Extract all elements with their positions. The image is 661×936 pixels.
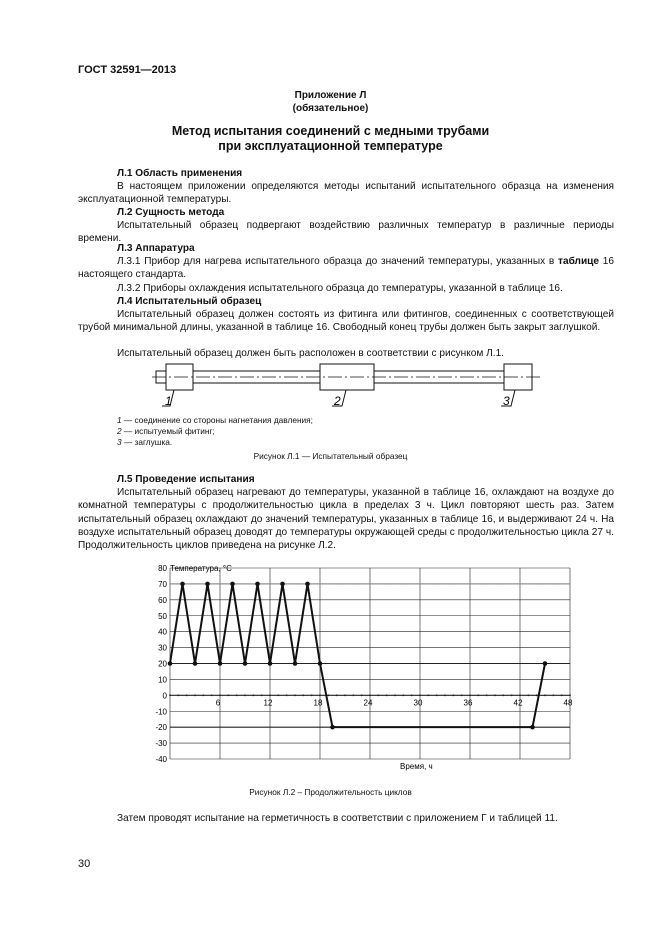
data-point <box>218 661 223 666</box>
hour-marker <box>527 694 529 696</box>
data-point <box>180 582 185 587</box>
section-heading-1: Л.1 Область применения <box>117 168 243 179</box>
y-tick-label: 70 <box>158 579 167 589</box>
section-heading-3: Л.3 Аппаратура <box>117 243 195 254</box>
hour-marker <box>386 694 388 696</box>
hour-marker <box>394 694 396 696</box>
y-tick-label: 50 <box>158 611 167 621</box>
hour-marker <box>411 694 413 696</box>
final-text: Затем проводят испытание на герметичность в соответствии с приложением Г и таблицей 11. <box>117 813 558 824</box>
hour-marker <box>277 694 279 696</box>
data-point <box>305 582 310 587</box>
y-axis-label: Температура, °С <box>170 564 232 573</box>
legend-item-2 <box>117 426 215 437</box>
x-tick-label: 48 <box>563 698 573 708</box>
top-marker <box>253 583 254 584</box>
hour-marker <box>569 694 571 696</box>
top-marker <box>436 583 437 584</box>
y-tick-label: 10 <box>158 675 167 685</box>
hour-marker <box>469 694 471 696</box>
x-axis-label: Время, ч <box>400 762 433 771</box>
x-tick-label: 6 <box>215 698 221 708</box>
hour-marker <box>286 694 288 696</box>
hour-marker <box>236 694 238 696</box>
x-tick-label: 24 <box>363 698 373 708</box>
top-marker <box>519 583 520 584</box>
top-marker <box>553 583 554 584</box>
y-tick-label: -40 <box>155 755 167 764</box>
hour-marker <box>311 694 313 696</box>
legend-text-3: — заглушка. <box>121 437 173 447</box>
top-marker <box>503 583 504 584</box>
data-point <box>193 661 198 666</box>
hour-marker <box>427 694 429 696</box>
hour-marker <box>227 694 229 696</box>
y-tick-label: 20 <box>158 659 167 669</box>
callout-2: 2 <box>334 394 341 408</box>
x-tick-labels <box>216 698 573 707</box>
hour-marker <box>186 694 188 696</box>
y-tick-label: 30 <box>158 643 167 653</box>
temperature-cycle-chart <box>140 560 580 780</box>
top-marker <box>419 583 420 584</box>
hour-marker <box>327 694 329 696</box>
y-tick-label: 40 <box>158 627 167 637</box>
y-tick-label: -10 <box>155 707 167 717</box>
x-tick-label: 30 <box>413 698 423 708</box>
section-text-4: Испытательный образец должен состоять из фитинга или фитингов, соединенных с соответствующей трубой минимальной длины, указанной в таблице 16. Свободный конец трубы должен быть закрыт заглушкой. <box>78 309 614 334</box>
hour-marker <box>561 694 563 696</box>
callout-3: 3 <box>503 394 510 408</box>
hour-marker <box>294 694 296 696</box>
hour-marker <box>194 694 196 696</box>
section-text-3-2: Л.3.2 Приборы охлаждения испытательного образца до температуры, указанной в таблице 16. <box>117 283 563 294</box>
hour-marker <box>444 694 446 696</box>
legend-num-2: 2 <box>117 426 122 436</box>
s3-1-text-a: Л.3.1 Прибор для нагрева испытательного образца до значений температуры, указанных в <box>117 256 559 267</box>
y-tick-label: -30 <box>155 739 167 749</box>
top-marker <box>569 583 570 584</box>
s3-1-text-c: 16 настоящего стандарта. <box>78 256 614 281</box>
hour-marker <box>211 694 213 696</box>
data-point <box>293 661 298 666</box>
hour-marker <box>336 694 338 696</box>
title-line-2: при эксплуатационной температуре <box>218 139 443 153</box>
legend-text-2: — испытуемый фитинг; <box>121 426 215 436</box>
data-point <box>243 661 248 666</box>
hour-marker <box>369 694 371 696</box>
hour-marker <box>452 694 454 696</box>
top-marker <box>203 583 204 584</box>
hour-marker <box>261 694 263 696</box>
top-marker <box>286 583 287 584</box>
hour-marker <box>219 694 221 696</box>
hour-marker <box>177 694 179 696</box>
y-tick-labels <box>155 564 167 764</box>
top-marker <box>469 583 470 584</box>
top-marker <box>403 583 404 584</box>
top-marker <box>236 583 237 584</box>
chart-series <box>168 582 548 730</box>
figure-2-caption: Рисунок Л.2 – Продолжительность циклов <box>249 787 412 797</box>
data-point <box>330 725 335 730</box>
appendix-heading <box>0 89 661 115</box>
title-line-1: Метод испытания соединений с медными трубами <box>171 124 490 138</box>
data-point <box>205 582 210 587</box>
hour-marker <box>252 694 254 696</box>
figure-1-caption: Рисунок Л.1 — Испытательный образец <box>253 451 408 461</box>
y-tick-label: 80 <box>158 564 167 573</box>
legend-text-1: — соединение со стороны нагнетания давления; <box>121 415 313 425</box>
hour-marker <box>344 694 346 696</box>
section-text-5: Испытательный образец нагревают до температуры, указанной в таблице 16, охлаждают на воздухе до комнатной температуры с продолжительностью цикла в пределах 3 ч. Цикл повторяют шесть раз. Затем испытательный образец охлаждают до значений температуры, указанных в таблице 16, и выдерживают 24 ч. На воздухе испытательный образец доводят до температуры окружающей среды с продолжительностью цикла 27 ч. Продолжительность циклов приведена на рисунке Л.2. <box>78 487 614 552</box>
y-tick-label: 60 <box>158 595 167 605</box>
chart-grid <box>169 568 571 759</box>
section-text-3-1 <box>78 255 614 282</box>
data-point <box>255 582 260 587</box>
hour-marker <box>552 694 554 696</box>
callout-1: 1 <box>165 394 172 408</box>
y-tick-label: 0 <box>162 691 167 701</box>
top-marker <box>319 583 320 584</box>
data-point <box>318 661 323 666</box>
data-point <box>543 661 548 666</box>
hour-marker <box>244 694 246 696</box>
s3-1-text-bold: таблице <box>558 256 599 267</box>
document-title <box>0 124 661 154</box>
hour-marker <box>544 694 546 696</box>
hour-marker <box>269 694 271 696</box>
hour-marker <box>402 694 404 696</box>
hour-marker <box>536 694 538 696</box>
hour-marker <box>477 694 479 696</box>
hour-marker <box>486 694 488 696</box>
data-point <box>530 725 535 730</box>
top-marker <box>303 583 304 584</box>
top-marker <box>536 583 537 584</box>
top-marker <box>486 583 487 584</box>
hour-marker <box>169 694 171 696</box>
hour-marker <box>202 694 204 696</box>
hour-marker <box>461 694 463 696</box>
section-text-2: Испытательный образец подвергают воздействию различных температур в различные периоды времени. <box>78 220 614 245</box>
top-marker <box>186 583 187 584</box>
hour-marker <box>419 694 421 696</box>
data-point <box>268 661 273 666</box>
top-marker <box>453 583 454 584</box>
top-marker <box>269 583 270 584</box>
hour-marker <box>361 694 363 696</box>
figure-test-specimen <box>150 360 540 415</box>
appendix-status: (обязательное) <box>292 103 369 114</box>
hour-marker <box>319 694 321 696</box>
x-tick-label: 12 <box>263 698 273 708</box>
legend-item-3 <box>117 437 172 448</box>
x-tick-label: 18 <box>313 698 323 708</box>
hour-marker <box>511 694 513 696</box>
top-marker <box>353 583 354 584</box>
top-marker <box>219 583 220 584</box>
data-point <box>230 582 235 587</box>
legend-item-1 <box>117 415 313 426</box>
section-heading-2: Л.2 Сущность метода <box>117 207 225 218</box>
top-marker <box>169 583 170 584</box>
hour-marker <box>436 694 438 696</box>
x-tick-label: 36 <box>463 698 473 708</box>
hour-marker <box>494 694 496 696</box>
x-tick-label: 42 <box>513 698 523 708</box>
top-marker <box>369 583 370 584</box>
legend-num-3: 3 <box>117 437 122 447</box>
appendix-label: Приложение Л <box>294 90 367 101</box>
hour-marker <box>377 694 379 696</box>
top-marker <box>386 583 387 584</box>
section-heading-5: Л.5 Проведение испытания <box>117 474 255 485</box>
series-line <box>170 584 545 727</box>
section-text-4-2: Испытательный образец должен быть расположен в соответствии с рисунком Л.1. <box>117 348 504 359</box>
data-point <box>280 582 285 587</box>
legend-num-1: 1 <box>117 415 122 425</box>
hour-marker <box>502 694 504 696</box>
hour-marker <box>519 694 521 696</box>
top-marker <box>336 583 337 584</box>
section-text-1: В настоящем приложении определяются методы испытаний испытательного образца на изменения эксплуатационной температуры. <box>78 181 614 206</box>
hour-marker <box>352 694 354 696</box>
hour-marker <box>302 694 304 696</box>
data-point <box>168 661 173 666</box>
page-number: 30 <box>78 858 91 870</box>
document-code: ГОСТ 32591—2013 <box>78 64 177 76</box>
section-heading-4: Л.4 Испытательный образец <box>117 296 262 307</box>
y-tick-label: -20 <box>155 723 167 733</box>
